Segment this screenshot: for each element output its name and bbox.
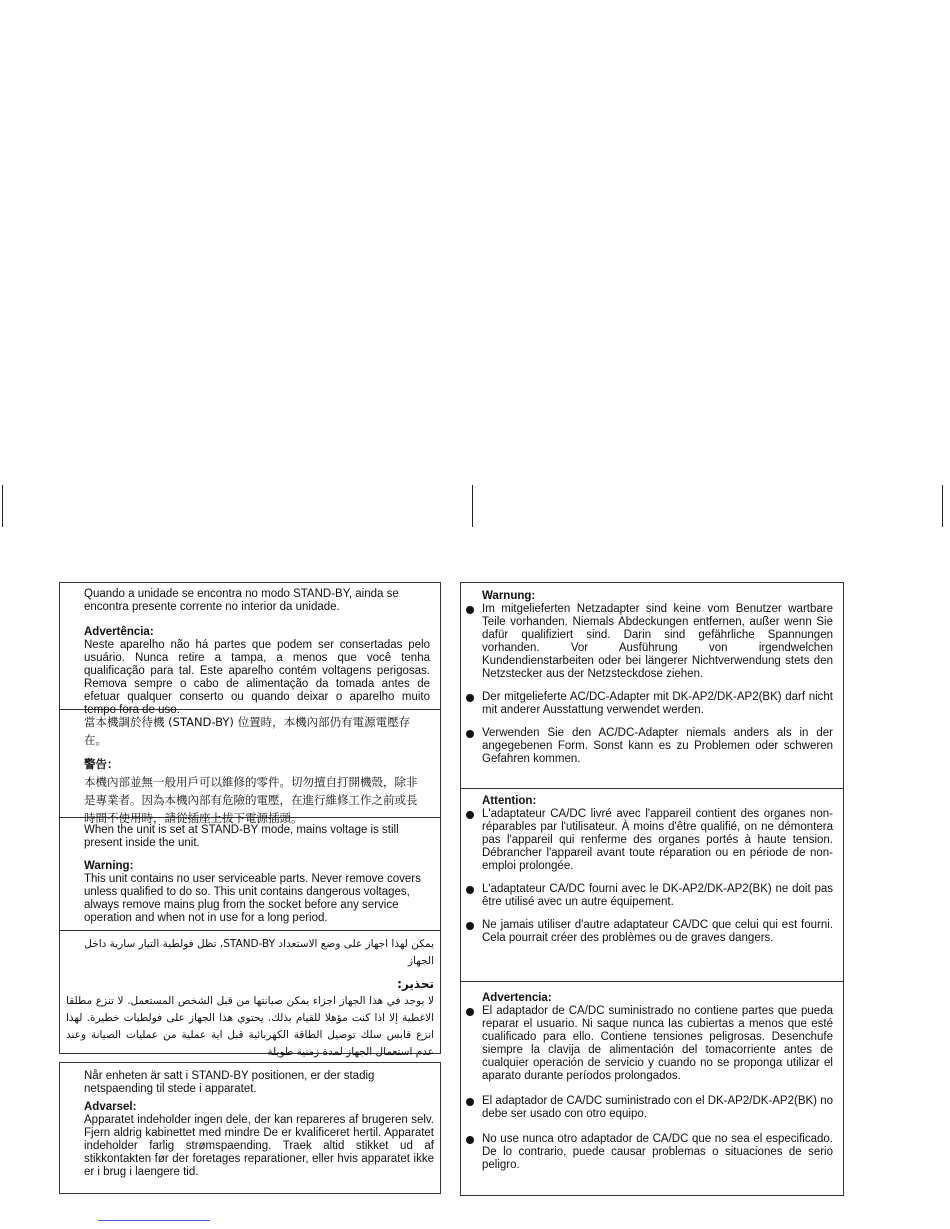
bullet-icon: [466, 694, 474, 702]
chinese-section: [59, 709, 441, 825]
french-item-2: [463, 883, 833, 909]
footer-rule: [98, 1220, 210, 1221]
portuguese-notice: Quando a unidade se encontra no modo STAND-BY, ainda se encontra presente corrente no interior da unidade.: [84, 588, 399, 613]
french-warning-label: Attention:: [482, 795, 537, 807]
spanish-item-1: [463, 1005, 833, 1083]
portuguese-warning-label: Advertência:: [84, 626, 154, 638]
english-section: [59, 817, 441, 931]
bullet-icon: [466, 1008, 474, 1016]
french-item-3: [463, 919, 833, 945]
french-item-text: L'adaptateur CA/DC fourni avec le DK-AP2/DK-AP2(BK) ne doit pas être utilisé avec un autre équipement.: [482, 883, 833, 908]
portuguese-warning-text: Neste aparelho não há partes que podem ser consertadas pelo usuário. Nunca retire a tampa, a menos que você tenha qualificação para tal. Este aparelho contém voltagens perigosas. Remova sempre o cabo de alimentação da tomada antes de efetuar qualquer conserto ou quando deixar o aparelho muito tempo fora de uso.: [84, 639, 430, 716]
arabic-warning-text: لا يوجد في هذا الجهاز اجزاء يمكن صيانتها من قبل الشخص المستعمل. لا تنزع مطلقا الاغطية إلا اذا كنت مؤهلا للقيام بذلك. يحتوي هذا الجهاز على فولطيات خطيرة. لهذا انزع قابس سلك توصيل الطاقة الكهربائية قبل اية عملية من عمليات الصيانة وعند عدم استعمال الجهاز لمدة زمنية طويلة: [66, 995, 434, 1058]
bullet-icon: [466, 606, 474, 614]
crop-mark-center: [472, 485, 473, 527]
danish-notice: Når enheten är satt i STAND-BY positionen, er der stadig netspaending til stede i apparatet.: [84, 1070, 375, 1095]
crop-mark-left: [2, 485, 3, 527]
portuguese-section: [59, 582, 441, 716]
german-item-2: [463, 691, 833, 717]
left-warning-column: [59, 582, 441, 1194]
bullet-icon: [466, 886, 474, 894]
danish-section: [59, 1062, 441, 1194]
spanish-item-2: [463, 1095, 833, 1121]
chinese-warning-text: 本機內部並無一般用戶可以維修的零件。切勿擅自打開機殼，除非是專業者。因為本機內部有危險的電壓，在進行維修工作之前或長時間不使用時，請從插座上拔下電源插頭。: [84, 775, 418, 825]
french-section: [461, 789, 843, 982]
german-section: [461, 583, 843, 789]
french-item-text: L'adaptateur CA/DC livré avec l'appareil contient des organes non- réparables par l'utilisateur. À moins d'être qualifié, on ne démontera pas l'appareil qui renferme des organes portés à haute tension. Débrancher l'appareil avant toute réparation ou en période de non-emploi prolongée.: [482, 808, 833, 872]
danish-warning-text: Apparatet indeholder ingen dele, der kan repareres af brugeren selv. Fjern aldrig kabinettet med mindre De er kvalificeret hertil. Apparatet indeholder farlig strømspaending. Traek altid stikket ud af stikkontakten før der foretages reparationer, eller hvis apparatet ikke er i brug i laengere tid.: [84, 1114, 434, 1178]
english-warning-label: Warning:: [84, 860, 134, 872]
spanish-item-text: El adaptador de CA/DC suministrado con el DK-AP2/DK-AP2(BK) no debe ser usado con otro equipo.: [482, 1095, 833, 1120]
bullet-icon: [466, 1136, 474, 1144]
german-item-text: Der mitgelieferte AC/DC-Adapter mit DK-AP2/DK-AP2(BK) darf nicht mit anderer Ausstattung verwendet werden.: [482, 691, 833, 716]
german-item-3: [463, 727, 833, 766]
chinese-notice: 當本機調於待機 (STAND-BY) 位置時，本機內部仍有電源電壓存在。: [84, 715, 411, 747]
german-item-1: [463, 603, 833, 681]
arabic-notice: يمكن لهذا اجهاز على وضع الاستعداد STAND-BY، تظل فولطية التيار سارية داخل الجهاز: [84, 938, 434, 967]
bullet-icon: [466, 1098, 474, 1106]
german-warning-label: Warnung:: [482, 590, 536, 602]
right-warning-column: [460, 582, 844, 1196]
bullet-icon: [466, 922, 474, 930]
bullet-icon: [466, 730, 474, 738]
arabic-warning-label: تحذير:: [397, 977, 434, 991]
arabic-section: [59, 930, 441, 1058]
crop-mark-right: [942, 485, 943, 527]
chinese-warning-label: 警告：: [84, 757, 119, 771]
french-item-text: Ne jamais utiliser d'autre adaptateur CA/DC que celui qui est fourni. Cela pourrait créer des problèmes ou de graves dangers.: [482, 919, 833, 944]
german-item-text: Im mitgelieferten Netzadapter sind keine vom Benutzer wartbare Teile vorhanden. Niemals Abdeckungen entfernen, außer wenn Sie dafür qualifiziert sind. Darin sind gefährliche Spannungen vorhanden. Vor Ausführung von irgendwelchen Kundendienstarbeiten oder bei längerer Nichtverwendung stets den Netzstecker aus der Netzsteckdose ziehen.: [482, 603, 833, 680]
english-warning-text: This unit contains no user serviceable parts. Never remove covers unless qualified to do so. This unit contains dangerous voltages, always remove mains plug from the socket before any service operation and when not in use for a long period.: [84, 873, 421, 924]
spanish-item-3: [463, 1133, 833, 1172]
french-item-1: [463, 808, 833, 873]
spanish-item-text: No use nunca otro adaptador de CA/DC que no sea el especificado. De lo contrario, puede causar problemas o situaciones de serio peligro.: [482, 1133, 833, 1171]
english-notice: When the unit is set at STAND-BY mode, mains voltage is still present inside the unit.: [84, 824, 399, 849]
bullet-icon: [466, 811, 474, 819]
spanish-warning-label: Advertencia:: [482, 992, 552, 1004]
spanish-section: [461, 982, 843, 1195]
spanish-item-text: El adaptador de CA/DC suministrado no contiene partes que pueda reparar el usuario. Ni saque nunca las cubiertas a menos que esté cualificado para ello. Contiene tensiones peligrosas. Desenchufe siempre la clavija de alimentación del tomacorriente antes de cualquier operación de servicio y cuando no se proponga utilizar el aparato durante períodos prolongados.: [482, 1005, 833, 1082]
german-item-text: Verwenden Sie den AC/DC-Adapter niemals anders als in der angegebenen Form. Sonst kann es zu Problemen oder schweren Gefahren kommen.: [482, 727, 833, 765]
danish-warning-label: Advarsel:: [84, 1101, 137, 1113]
